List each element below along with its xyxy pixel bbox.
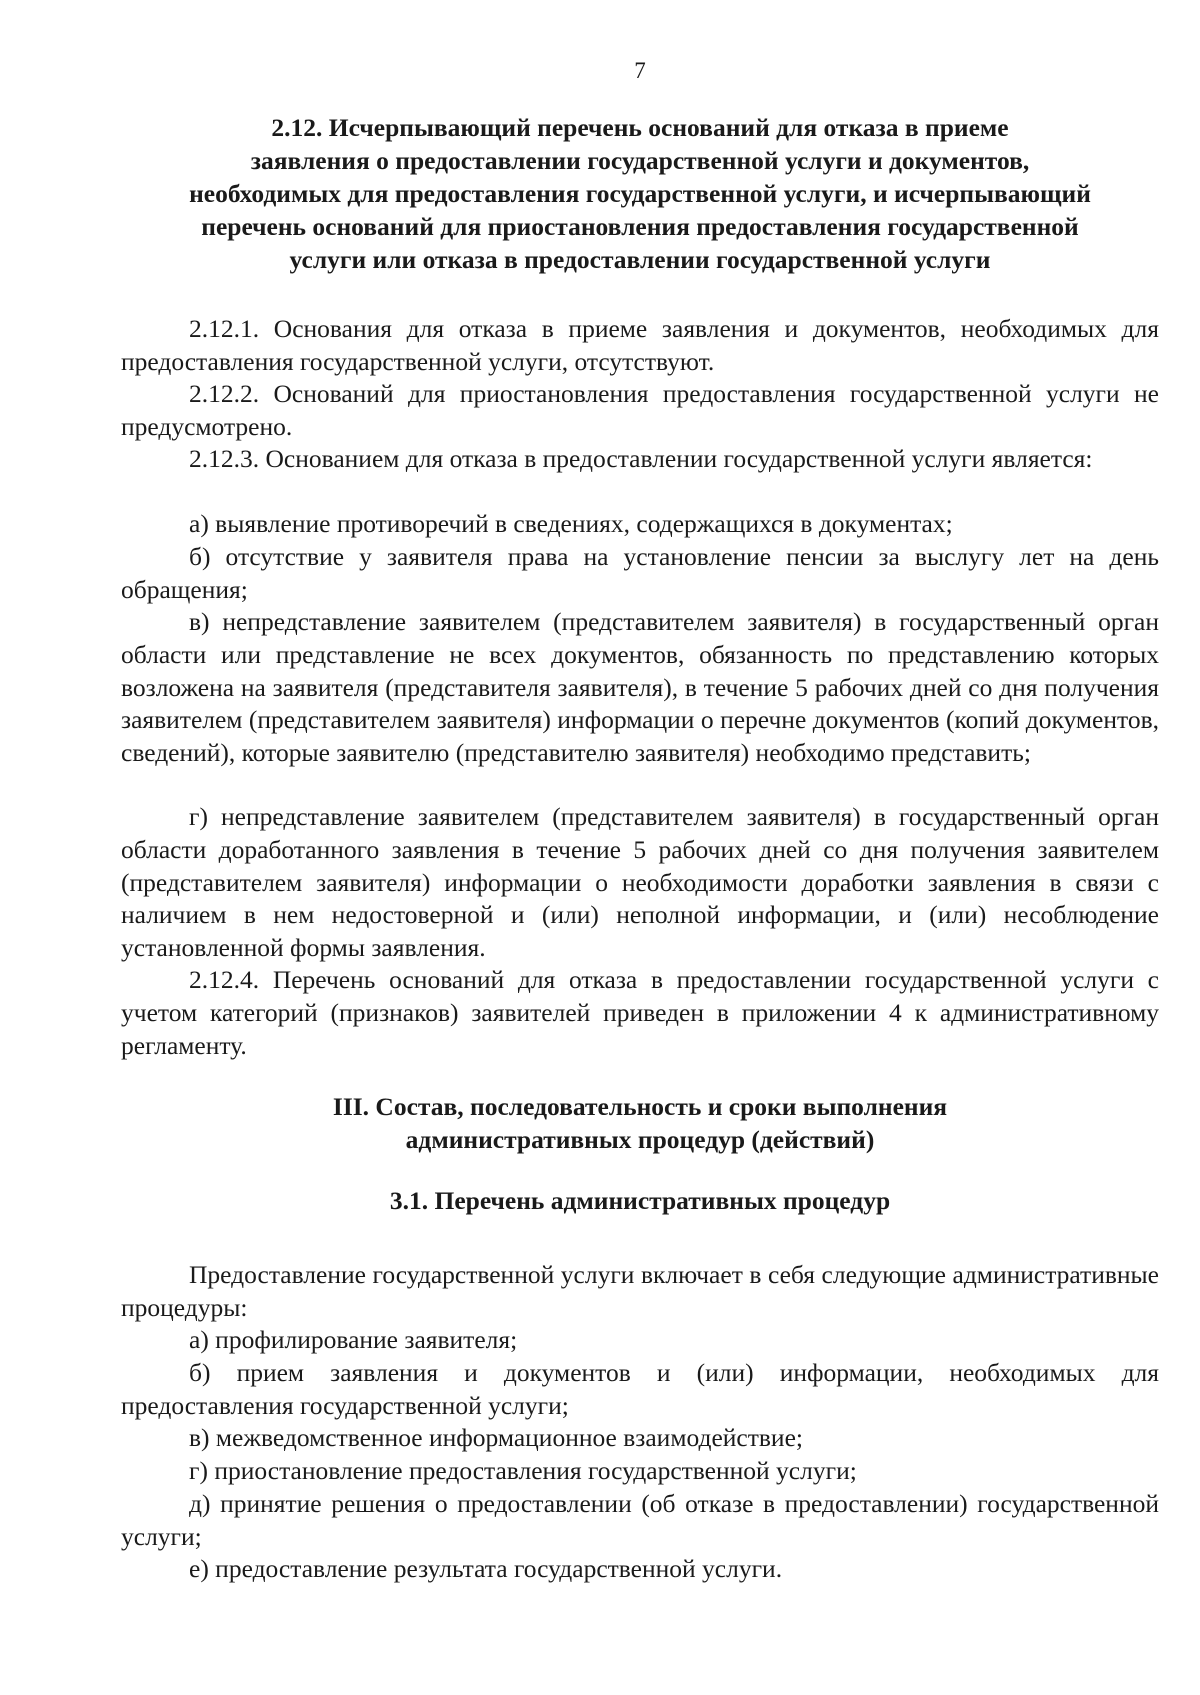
- paragraph-2-12-4: 2.12.4. Перечень оснований для отказа в предоставлении государственной услуги с учетом категорий (признаков) заявителей приведен в приложении 4 к административному регламенту.: [121, 965, 1159, 1060]
- list-item-v: в) непредставление заявителем (представителем заявителя) в государственный орган области или представление не всех документов, обязанность по представлению которых возложена на заявителя (представителя заявителя), в течение 5 рабочих дней со дня получения заявителем (представителем заявителя) информации о перечне документов (копий документов, сведений), которые заявителю (представителю заявителя) необходимо представить;: [121, 607, 1159, 768]
- heading-line: услуги или отказа в предоставлении государственной услуги: [289, 245, 991, 274]
- paragraph-2-12-3: 2.12.3. Основанием для отказа в предоставлении государственной услуги является:: [189, 444, 1093, 473]
- procedure-item-g: г) приостановление предоставления государственной услуги;: [189, 1456, 857, 1485]
- heading-line: административных процедур (действий): [405, 1125, 875, 1154]
- list-item-g: г) непредставление заявителем (представителем заявителя) в государственный орган области доработанного заявления в течение 5 рабочих дней со дня получения заявителем (представителем заявителя) информации о необходимости доработки заявления в связи с наличием в нем недостоверной и (или) неполной информации, и (или) несоблюдение установленной формы заявления.: [121, 802, 1159, 963]
- heading-line: 3.1. Перечень административных процедур: [389, 1186, 891, 1215]
- procedure-item-a: а) профилирование заявителя;: [189, 1325, 518, 1354]
- paragraph-2-12-2: 2.12.2. Оснований для приостановления предоставления государственной услуги не предусмотрено.: [121, 379, 1159, 441]
- section-2-12-heading: [121, 111, 1159, 276]
- procedure-item-e: е) предоставление результата государственной услуги.: [189, 1554, 783, 1583]
- document-page: [121, 0, 1159, 1695]
- heading-line: III. Состав, последовательность и сроки выполнения: [332, 1092, 948, 1121]
- procedure-item-d: д) принятие решения о предоставлении (об отказе в предоставлении) государственной услуги;: [121, 1489, 1159, 1551]
- heading-line: заявления о предоставлении государственной услуги и документов,: [250, 146, 1030, 175]
- heading-line: перечень оснований для приостановления предоставления государственной: [201, 212, 1079, 241]
- heading-line: необходимых для предоставления государственной услуги, и исчерпывающий: [189, 179, 1091, 208]
- paragraph-2-12-1: 2.12.1. Основания для отказа в приеме заявления и документов, необходимых для предоставления государственной услуги, отсутствуют.: [121, 314, 1159, 376]
- procedure-item-b: б) прием заявления и документов и (или) информации, необходимых для предоставления государственной услуги;: [121, 1358, 1159, 1420]
- section-3-heading: [121, 1090, 1159, 1156]
- heading-line: 2.12. Исчерпывающий перечень оснований для отказа в приеме: [271, 113, 1009, 142]
- section-3-1-intro: Предоставление государственной услуги включает в себя следующие административные процедуры:: [121, 1260, 1159, 1322]
- procedure-item-v: в) межведомственное информационное взаимодействие;: [189, 1423, 803, 1452]
- page-number: 7: [634, 58, 646, 83]
- section-3-1-heading: [121, 1184, 1159, 1217]
- list-item-a: а) выявление противоречий в сведениях, содержащихся в документах;: [189, 509, 953, 538]
- list-item-b: б) отсутствие у заявителя права на установление пенсии за выслугу лет на день обращения;: [121, 542, 1159, 604]
